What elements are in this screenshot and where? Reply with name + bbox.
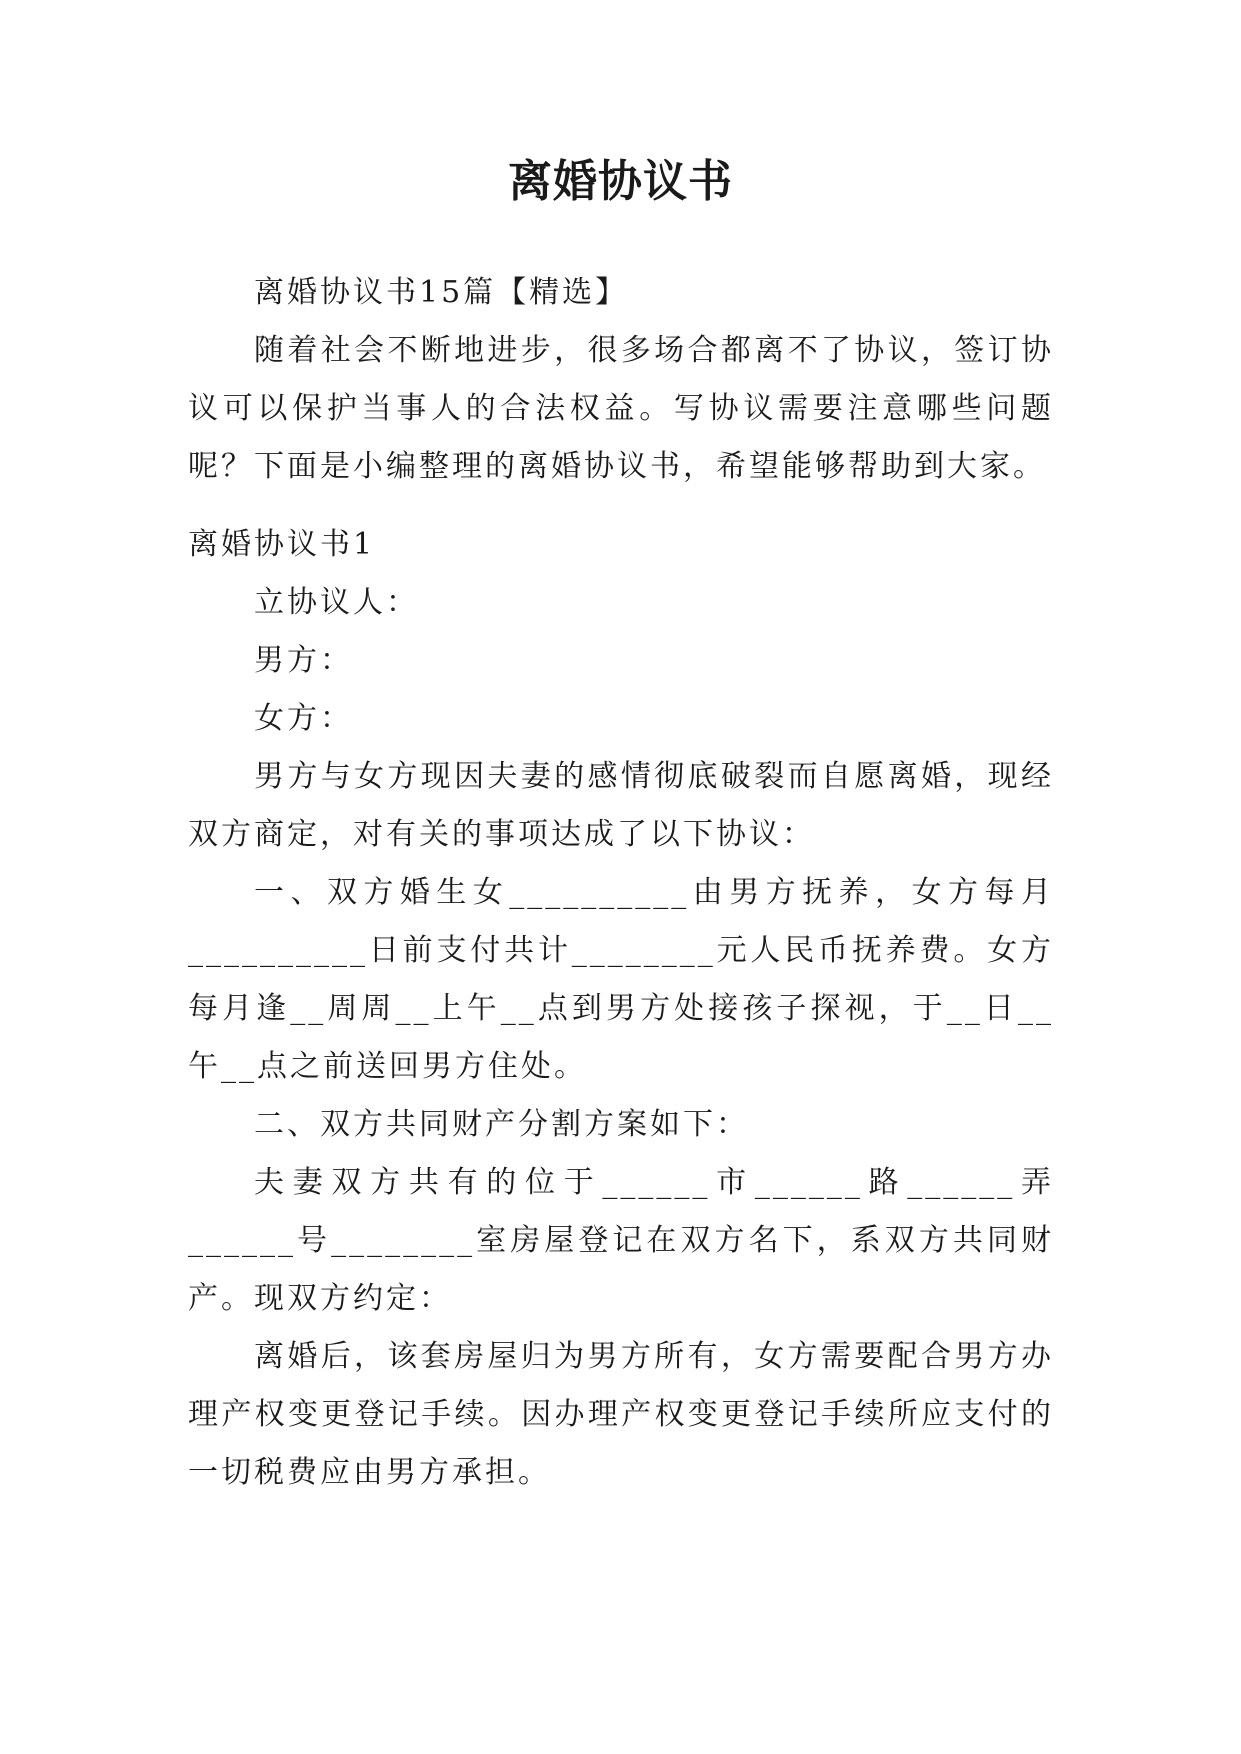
parties-label: 立协议人： bbox=[254, 585, 419, 620]
intro-paragraph: 随着社会不断地进步，很多场合都离不了协议，签订协议可以保护当事人的合法权益。写协议需要注意哪些问题呢？下面是小编整理的离婚协议书，希望能够帮助到大家。 bbox=[188, 333, 1054, 484]
intro-subtitle: 离婚协议书15篇【精选】 bbox=[254, 275, 629, 310]
clause-2-heading: 二、双方共同财产分割方案如下： bbox=[254, 1107, 749, 1142]
clause-1-custody: 一、双方婚生女__________由男方抚养，女方每月__________日前支付共计________元人民币抚养费。女方每月逢__周周__上午__点到男方处接孩子探视，于__日__午__点之前送回男方住处。 bbox=[188, 875, 1054, 1084]
section-1 bbox=[188, 516, 1054, 1502]
section-heading: 离婚协议书1 bbox=[188, 527, 376, 562]
male-party-label: 男方： bbox=[254, 643, 353, 678]
female-party-label: 女方： bbox=[254, 701, 353, 736]
clause-2-arrangement: 离婚后，该套房屋归为男方所有，女方需要配合男方办理产权变更登记手续。因办理产权变更登记手续所应支付的一切税费应由男方承担。 bbox=[188, 1339, 1054, 1490]
document-title: 离婚协议书 bbox=[508, 156, 733, 207]
clause-2-property: 夫妻双方共有的位于______市______路______弄______号________室房屋登记在双方名下，系双方共同财产。现双方约定： bbox=[188, 1165, 1054, 1316]
preamble-paragraph: 男方与女方现因夫妻的感情彻底破裂而自愿离婚，现经双方商定，对有关的事项达成了以下协议： bbox=[188, 759, 1054, 852]
intro-block bbox=[188, 264, 1054, 496]
